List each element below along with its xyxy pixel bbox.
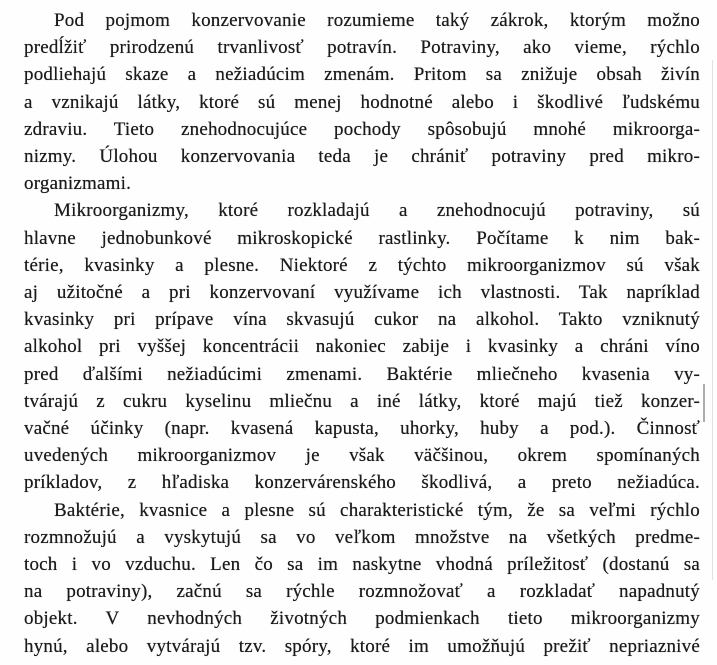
text-line: podliehajú skaze a nežiadúcim zmenám. Pritom sa znižuje obsah živín (24, 64, 700, 86)
text-line: hynú, alebo vytvárajú tzv. spóry, ktoré im umožňujú prežiť nepriaznivé (24, 635, 700, 657)
text-line: na potraviny), začnú sa rýchle rozmnožovať a rozkladať napadnutý (24, 581, 700, 603)
text-line: a vznikajú látky, ktoré sú menej hodnotné alebo i škodlivé ľudskému (24, 91, 700, 113)
text-line: rozmnožujú a vyskytujú sa vo veľkom množstve na všetkých predme- (24, 526, 700, 548)
text-column (24, 7, 700, 660)
text-line: Baktérie, kvasnice a plesne sú charakteristické tým, že sa veľmi rýchlo (54, 499, 700, 521)
text-line: vačné účinky (napr. kvasená kapusta, uhorky, huby a pod.). Činnosť (24, 418, 700, 440)
text-line: Mikroorganizmy, ktoré rozkladajú a znehodnocujú potraviny, sú (54, 200, 700, 222)
text-line: objekt. V nevhodných životných podmienkach tieto mikroorganizmy (24, 608, 700, 630)
text-line: uvedených mikroorganizmov je však väčšinou, okrem spomínaných (24, 445, 700, 467)
text-line: zdraviu. Tieto znehodnocujúce pochody spôsobujú mnohé mikroorga- (24, 118, 700, 140)
text-line: aj užitočné a pri konzervovaní využívame ich vlastnosti. Tak napríklad (24, 282, 700, 304)
text-line: príkladov, z hľadiska konzervárenského škodlivá, a preto nežiadúca. (24, 472, 700, 494)
text-line: hlavne jednobunkové mikroskopické rastlinky. Počítame k nim bak- (24, 227, 700, 249)
text-line: nizmy. Úlohou konzervovania teda je chrániť potraviny pred mikro- (24, 146, 700, 168)
text-line: kvasinky pri prípave vína skvasujú cukor na alkohol. Takto vzniknutý (24, 309, 700, 331)
paragraph (24, 197, 700, 496)
scan-artifact-line (703, 384, 705, 422)
text-line: toch i vo vzduchu. Len čo sa im naskytne vhodná príležitosť (dostanú sa (24, 554, 700, 576)
text-line: Pod pojmom konzervovanie rozumieme taký zákrok, ktorým možno (54, 10, 700, 31)
text-line: tvárajú z cukru kyselinu mliečnu a iné látky, ktoré majú tiež konzer- (24, 390, 700, 412)
text-line: alkohol pri vyššej koncentrácii nakoniec zabije i kvasinky a chráni víno (24, 336, 700, 358)
page-edge-line (712, 60, 713, 580)
text-line: pred ďalšími nežiadúcimi zmenami. Baktérie mliečneho kvasenia vy- (24, 363, 700, 385)
text-line: térie, kvasinky a plesne. Niektoré z týchto mikroorganizmov sú však (24, 254, 700, 276)
text-line: predĺžiť prirodzenú trvanlivosť potravín. Potraviny, ako vieme, rýchlo (24, 37, 700, 59)
text-line: organizmami. (24, 173, 132, 195)
paragraph (24, 7, 700, 197)
paragraph (24, 497, 700, 660)
